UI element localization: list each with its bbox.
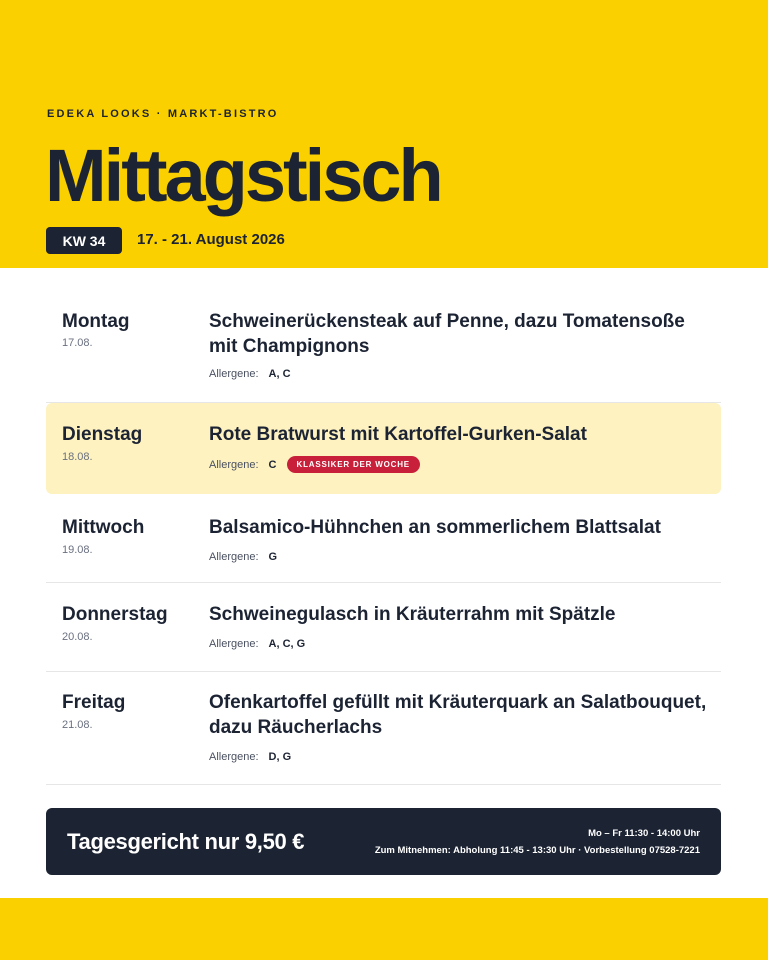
dish-name: Rote Bratwurst mit Kartoffel-Gurken-Salat: [209, 424, 587, 445]
day-date: 19.08.: [62, 544, 93, 556]
header-band: [0, 0, 768, 268]
daily-price: Tagesgericht nur 9,50 €: [67, 829, 305, 854]
allergen-label: Allergene:: [209, 368, 259, 380]
day-date: 20.08.: [62, 631, 93, 643]
allergen-label: Allergene:: [209, 638, 259, 650]
takeaway-info: Zum Mitnehmen: Abholung 11:45 - 13:30 Uhr · Vorbestellung 07528-7221: [374, 845, 700, 856]
day-date: 18.08.: [62, 451, 93, 463]
allergen-line: [209, 368, 291, 380]
week-badge: KW 34: [46, 227, 122, 254]
menu-row-tuesday: [46, 403, 721, 494]
menu-row-monday: [46, 291, 721, 403]
menu-row-thursday: [46, 583, 721, 672]
allergen-value: C: [268, 458, 277, 471]
page-title: Mittagstisch: [45, 134, 441, 217]
allergen-label: Allergene:: [209, 751, 259, 763]
allergen-line: [209, 456, 420, 473]
day-date: 17.08.: [62, 337, 93, 349]
allergen-label: Allergene:: [209, 458, 259, 471]
dish-name: Schweinerückensteak auf Penne, dazu Tomatensoße mit Champignons: [209, 311, 685, 357]
menu-row-friday: [46, 672, 721, 785]
menu-row-wednesday: [46, 494, 721, 583]
allergen-value: A, C, G: [268, 638, 306, 650]
day-date: 21.08.: [62, 719, 93, 731]
allergen-value: G: [268, 551, 278, 563]
brand-eyebrow: EDEKA LOOKS · MARKT-BISTRO: [47, 108, 279, 120]
bottom-band: [0, 898, 768, 960]
opening-hours: Mo – Fr 11:30 - 14:00 Uhr: [588, 828, 700, 839]
classic-badge: KLASSIKER DER WOCHE: [287, 456, 420, 473]
day-name: Freitag: [62, 692, 126, 713]
price-footer: [46, 808, 721, 875]
day-name: Donnerstag: [62, 604, 168, 625]
day-name: Mittwoch: [62, 517, 145, 538]
allergen-value: A, C: [268, 368, 291, 380]
dish-name: Balsamico-Hühnchen an sommerlichem Blattsalat: [209, 517, 661, 538]
allergen-line: [209, 751, 291, 763]
allergen-label: Allergene:: [209, 551, 259, 563]
allergen-value: D, G: [268, 751, 292, 763]
dish-name: Ofenkartoffel gefüllt mit Kräuterquark an Salatbouquet, dazu Räucherlachs: [209, 692, 707, 738]
day-name: Dienstag: [62, 424, 143, 445]
dish-name: Schweinegulasch in Kräuterrahm mit Spätzle: [209, 604, 616, 625]
allergen-line: [209, 551, 277, 563]
day-name: Montag: [62, 311, 130, 332]
date-range: 17. - 21. August 2026: [137, 231, 285, 248]
allergen-line: [209, 638, 305, 650]
